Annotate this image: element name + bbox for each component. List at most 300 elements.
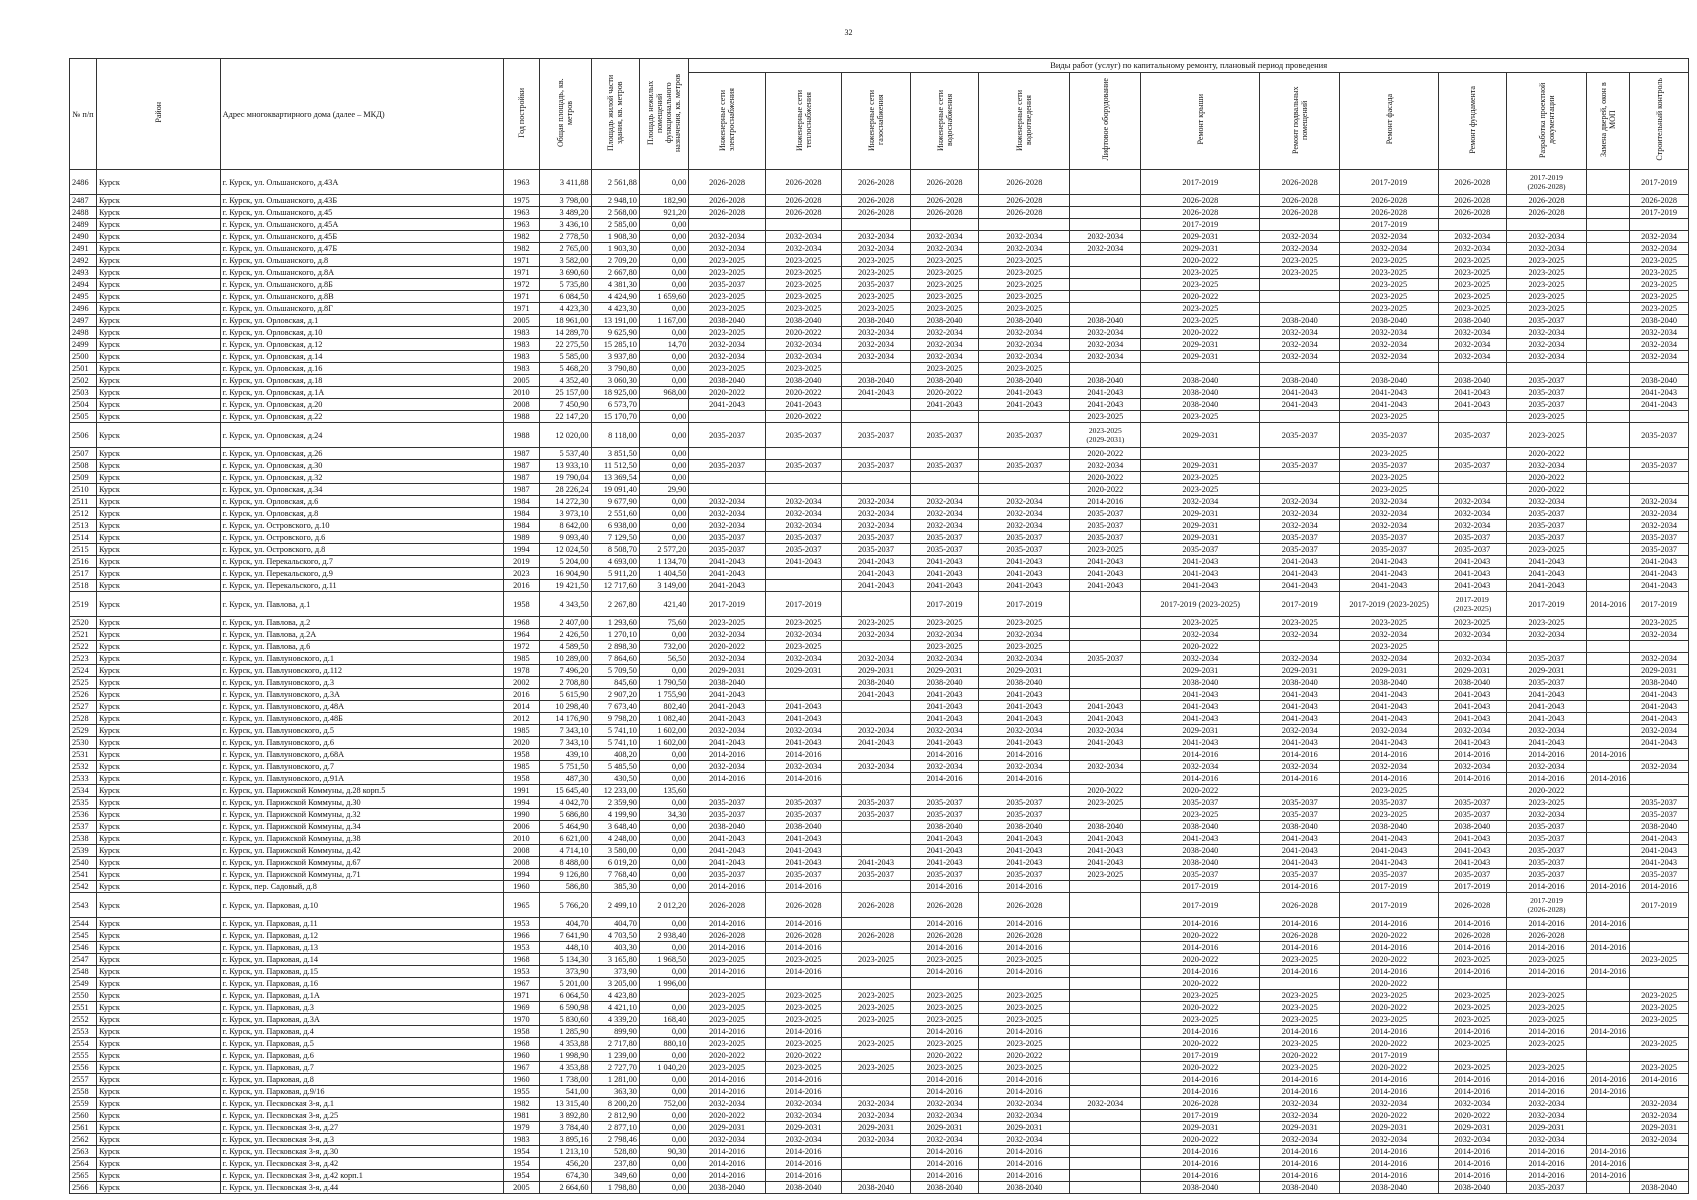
table-cell: 2035-2037 [1141, 869, 1260, 881]
table-cell: 1963 [503, 207, 539, 219]
table-cell: 2032-2034 [1630, 1110, 1689, 1122]
table-row [70, 508, 1689, 520]
table-cell: 2023-2025 [910, 303, 979, 315]
table-cell: Курск [96, 677, 220, 689]
table-cell: 2041-2043 [1630, 701, 1689, 713]
table-cell: 0,00 [639, 411, 688, 423]
table-cell: 5 485,50 [591, 761, 639, 773]
table-cell: 2014-2016 [1506, 918, 1587, 930]
table-cell: 1967 [503, 978, 539, 990]
table-cell: 2035-2037 [910, 809, 979, 821]
table-cell [1587, 893, 1630, 918]
table-cell [1260, 303, 1340, 315]
table-cell: г. Курск, ул. Орловская, д.6 [220, 496, 503, 508]
table-cell: 2023-2025 [910, 954, 979, 966]
table-cell: 2032-2034 [979, 327, 1070, 339]
table-cell: 2035-2037 [1506, 857, 1587, 869]
table-cell: 2038-2040 [689, 821, 765, 833]
table-cell: 3 784,40 [539, 1122, 591, 1134]
table-cell: 2032-2034 [1340, 339, 1439, 351]
table-cell: 2041-2043 [765, 556, 841, 568]
table-cell: 2035-2037 [1260, 544, 1340, 556]
table-cell [1587, 1050, 1630, 1062]
table-cell: 2032-2034 [910, 496, 979, 508]
table-cell: 2041-2043 [1340, 568, 1439, 580]
table-cell: 4 424,90 [591, 291, 639, 303]
table-cell [1587, 472, 1630, 484]
table-cell: 2 551,60 [591, 508, 639, 520]
table-cell: г. Курск, ул. Ольшанского, д.43Б [220, 195, 503, 207]
table-cell: 2035-2037 [979, 460, 1070, 472]
table-cell: 2023-2025 [765, 954, 841, 966]
table-cell: 2035-2037 [689, 532, 765, 544]
table-cell [1630, 966, 1689, 978]
table-cell: 2032-2034 [979, 496, 1070, 508]
table-cell: 2023-2025 [1340, 809, 1439, 821]
table-cell: Курск [96, 532, 220, 544]
table-cell: 2014-2016 [1340, 1074, 1439, 1086]
table-cell: 1971 [503, 303, 539, 315]
table-cell [979, 219, 1070, 231]
table-cell: 5 585,00 [539, 351, 591, 363]
table-cell: 10 289,00 [539, 653, 591, 665]
table-cell: 2038-2040 [910, 375, 979, 387]
table-cell: 2023-2025 [979, 1062, 1070, 1074]
table-cell: 2029-2031 [1630, 1122, 1689, 1134]
table-cell: 2005 [503, 1182, 539, 1194]
table-cell [1141, 363, 1260, 375]
col-work-header-2: Инженерные сети теплоснабжения [765, 73, 841, 170]
table-cell: 2014-2016 [1439, 918, 1506, 930]
table-cell: 2038-2040 [910, 315, 979, 327]
table-cell: 2026-2028 [1340, 195, 1439, 207]
table-cell: 14 176,90 [539, 713, 591, 725]
table-cell: 408,20 [591, 749, 639, 761]
table-cell [1070, 749, 1141, 761]
table-cell: Курск [96, 170, 220, 195]
table-cell: 0,00 [639, 351, 688, 363]
table-cell: 2026-2028 [1260, 930, 1340, 942]
table-cell: 2014-2016 [910, 1086, 979, 1098]
table-cell: 2017-2019 [1141, 219, 1260, 231]
table-cell: 56,50 [639, 653, 688, 665]
table-cell: 4 199,90 [591, 809, 639, 821]
table-cell [1260, 411, 1340, 423]
table-cell [1070, 1134, 1141, 1146]
table-cell: 2035-2037 [765, 423, 841, 448]
table-cell [689, 411, 765, 423]
table-cell [1587, 1110, 1630, 1122]
table-cell: Курск [96, 1098, 220, 1110]
table-cell: 1963 [503, 170, 539, 195]
table-cell: 2032-2034 [1070, 761, 1141, 773]
table-cell: 2546 [70, 942, 97, 954]
table-cell: 1972 [503, 279, 539, 291]
table-cell [1070, 629, 1141, 641]
table-cell: г. Курск, ул. Парковая, д.12 [220, 930, 503, 942]
table-cell: 2026-2028 [689, 893, 765, 918]
col-work-header-9: Ремонт фасада [1340, 73, 1439, 170]
table-cell: 2035-2037 [1506, 399, 1587, 411]
table-cell: 2029-2031 [1141, 339, 1260, 351]
table-cell: г. Курск, ул. Павлуновского, д.91А [220, 773, 503, 785]
table-cell: 2014-2016 [1340, 1086, 1439, 1098]
table-cell [1260, 641, 1340, 653]
table-cell: 2023-2025 [1506, 1014, 1587, 1026]
table-row [70, 677, 1689, 689]
table-cell: г. Курск, ул. Парковая, д.14 [220, 954, 503, 966]
table-cell: Курск [96, 869, 220, 881]
table-cell: 2035-2037 [1439, 809, 1506, 821]
table-cell: 2032-2034 [842, 508, 911, 520]
table-cell: 2023-2025 [1506, 617, 1587, 629]
table-cell: г. Курск, ул. Павлуновского, д.6 [220, 737, 503, 749]
table-cell: 2032-2034 [910, 231, 979, 243]
table-cell: 2 426,50 [539, 629, 591, 641]
col-work-header-1: Инженерные сети электроснабжения [689, 73, 765, 170]
table-cell: Курск [96, 761, 220, 773]
table-cell: Курск [96, 568, 220, 580]
table-cell: 2041-2043 [1141, 737, 1260, 749]
table-cell: 2023-2025 [1439, 303, 1506, 315]
table-cell: 2038-2040 [1141, 677, 1260, 689]
table-row [70, 375, 1689, 387]
table-cell: Курск [96, 1134, 220, 1146]
table-cell: 2032-2034 [842, 1134, 911, 1146]
table-cell: 2559 [70, 1098, 97, 1110]
table-cell: г. Курск, ул. Перекальского, д.7 [220, 556, 503, 568]
table-cell: 2020-2022 [689, 1050, 765, 1062]
table-cell: Курск [96, 399, 220, 411]
table-cell: Курск [96, 243, 220, 255]
table-cell: 7 343,10 [539, 725, 591, 737]
col-work-header-11: Разработка проектной документации [1506, 73, 1587, 170]
table-cell [1260, 785, 1340, 797]
table-cell: 2008 [503, 845, 539, 857]
table-cell: 2014-2016 [1260, 773, 1340, 785]
table-cell: 2032-2034 [765, 761, 841, 773]
table-cell: 2032-2034 [765, 243, 841, 255]
table-cell: 5 751,50 [539, 761, 591, 773]
table-cell [1587, 375, 1630, 387]
table-cell [1587, 170, 1630, 195]
table-cell: Курск [96, 1014, 220, 1026]
table-cell: 2026-2028 [979, 170, 1070, 195]
table-row [70, 857, 1689, 869]
table-cell: 2029-2031 [1141, 725, 1260, 737]
table-cell: 2029-2031 [1506, 1122, 1587, 1134]
table-cell: 3 798,00 [539, 195, 591, 207]
table-cell: 2014-2016 [1587, 1158, 1630, 1170]
table-cell: 2035-2037 [689, 460, 765, 472]
table-cell: 2023-2025 [1260, 1062, 1340, 1074]
table-cell: 2032-2034 [1506, 460, 1587, 472]
table-cell: 2032-2034 [1260, 629, 1340, 641]
table-row [70, 761, 1689, 773]
table-cell: 2032-2034 [910, 761, 979, 773]
table-cell [1630, 219, 1689, 231]
table-cell: 0,00 [639, 1074, 688, 1086]
table-cell: Курск [96, 665, 220, 677]
table-cell: 2041-2043 [1340, 737, 1439, 749]
table-cell: 2014-2016 [910, 1026, 979, 1038]
table-cell: 2545 [70, 930, 97, 942]
table-cell: 2023-2025 [1340, 303, 1439, 315]
table-cell: 2032-2034 [765, 496, 841, 508]
table-cell: 4 589,50 [539, 641, 591, 653]
table-cell: 2532 [70, 761, 97, 773]
table-cell [1587, 207, 1630, 219]
table-cell: 2014-2016 [1260, 966, 1340, 978]
table-cell: 2035-2037 [979, 532, 1070, 544]
table-cell: 2041-2043 [1439, 845, 1506, 857]
table-cell: 2032-2034 [842, 520, 911, 532]
table-cell: 2014-2016 [1587, 592, 1630, 617]
table-cell: Курск [96, 484, 220, 496]
table-cell: Курск [96, 411, 220, 423]
table-cell: 2020-2022 [1340, 1110, 1439, 1122]
table-cell [1630, 773, 1689, 785]
table-cell: 2014-2016 [1141, 1086, 1260, 1098]
table-cell: 0,00 [639, 1122, 688, 1134]
table-cell: 12 020,00 [539, 423, 591, 448]
table-cell: 2553 [70, 1026, 97, 1038]
table-cell: 7 864,60 [591, 653, 639, 665]
table-cell: Курск [96, 1170, 220, 1182]
table-cell: 2017-2019 (2026-2028) [1506, 893, 1587, 918]
table-cell: 2023-2025 [1630, 1038, 1689, 1050]
table-cell: 0,00 [639, 1110, 688, 1122]
table-cell: г. Курск, ул. Орловская, д.14 [220, 351, 503, 363]
table-cell: 2032-2034 [765, 629, 841, 641]
table-cell: 14 289,70 [539, 327, 591, 339]
table-cell: 2566 [70, 1182, 97, 1194]
table-cell [842, 833, 911, 845]
table-cell: 2029-2031 [1260, 665, 1340, 677]
table-cell: 2509 [70, 472, 97, 484]
table-cell: 2014-2016 [910, 918, 979, 930]
table-cell: 2035-2037 [1506, 508, 1587, 520]
table-cell [1630, 1158, 1689, 1170]
table-cell: 2041-2043 [1260, 701, 1340, 713]
table-cell [1587, 857, 1630, 869]
table-cell: г. Курск, ул. Перекальского, д.9 [220, 568, 503, 580]
table-cell [1630, 942, 1689, 954]
table-row [70, 966, 1689, 978]
table-cell: 1971 [503, 990, 539, 1002]
table-cell: 2014-2016 [910, 1158, 979, 1170]
table-cell: 2023-2025 [765, 363, 841, 375]
table-cell: 0,00 [639, 797, 688, 809]
table-cell: 2032-2034 [1630, 761, 1689, 773]
table-cell: 2023-2025 [1340, 448, 1439, 460]
table-cell: 2038-2040 [1070, 375, 1141, 387]
table-row [70, 893, 1689, 918]
table-cell: 2020-2022 [1506, 484, 1587, 496]
table-cell: 2035-2037 [842, 532, 911, 544]
table-cell: 2038-2040 [1340, 1182, 1439, 1194]
table-cell: Курск [96, 448, 220, 460]
table-cell: 2035-2037 [1439, 423, 1506, 448]
table-cell: 0,00 [639, 942, 688, 954]
table-cell: 8 488,00 [539, 857, 591, 869]
table-cell: 2023-2025 [1506, 1002, 1587, 1014]
table-cell: 2029-2031 [689, 665, 765, 677]
table-cell: 2 499,10 [591, 893, 639, 918]
table-cell: 7 129,50 [591, 532, 639, 544]
table-cell [1070, 918, 1141, 930]
table-cell [1587, 327, 1630, 339]
table-cell: 2023-2025 [1070, 869, 1141, 881]
table-cell [1070, 978, 1141, 990]
table-cell: 2014-2016 [1587, 749, 1630, 761]
table-cell: 3 648,40 [591, 821, 639, 833]
table-cell: 2014-2016 [979, 1170, 1070, 1182]
table-cell: г. Курск, ул. Парковая, д.10 [220, 893, 503, 918]
table-cell: 2023-2025 [765, 990, 841, 1002]
table-cell [1587, 544, 1630, 556]
table-row [70, 1014, 1689, 1026]
table-cell: 2032-2034 [979, 231, 1070, 243]
table-cell: Курск [96, 942, 220, 954]
table-cell: 2023-2025 [1506, 291, 1587, 303]
table-cell: 2041-2043 [1439, 580, 1506, 592]
table-cell: 2029-2031 [765, 1122, 841, 1134]
table-cell: 2026-2028 [1506, 195, 1587, 207]
table-cell [1587, 243, 1630, 255]
table-cell: 2014-2016 [765, 1170, 841, 1182]
table-cell: 2041-2043 [910, 399, 979, 411]
table-cell: 2026-2028 [979, 930, 1070, 942]
table-cell: 1968 [503, 617, 539, 629]
table-cell: 2020-2022 [1141, 930, 1260, 942]
table-cell: 2023-2025 [842, 1002, 911, 1014]
table-cell: Курск [96, 918, 220, 930]
table-cell: 2032-2034 [1141, 496, 1260, 508]
table-cell: 2 407,00 [539, 617, 591, 629]
table-cell: 2038-2040 [842, 1182, 911, 1194]
table-cell [1070, 641, 1141, 653]
table-cell: 2023-2025 [1340, 785, 1439, 797]
table-cell: 2041-2043 [1260, 689, 1340, 701]
table-cell: 2041-2043 [910, 833, 979, 845]
table-cell [765, 484, 841, 496]
table-cell: 2023-2025 [1630, 303, 1689, 315]
table-cell: 2023-2025 (2029-2031) [1070, 423, 1141, 448]
table-cell: 1983 [503, 327, 539, 339]
table-cell: 9 126,80 [539, 869, 591, 881]
table-cell: 2029-2031 [765, 665, 841, 677]
table-cell: 2527 [70, 701, 97, 713]
table-cell: 2023-2025 [979, 303, 1070, 315]
table-cell [842, 1050, 911, 1062]
table-cell [979, 472, 1070, 484]
table-cell: 2032-2034 [1630, 520, 1689, 532]
table-cell: 2558 [70, 1086, 97, 1098]
table-cell: 2032-2034 [842, 725, 911, 737]
table-cell: 2032-2034 [1070, 339, 1141, 351]
table-cell: 2023-2025 [689, 255, 765, 267]
table-cell: 2507 [70, 448, 97, 460]
table-cell [765, 580, 841, 592]
table-cell: 2032-2034 [910, 339, 979, 351]
table-cell: 2035-2037 [1340, 460, 1439, 472]
table-cell: 1984 [503, 520, 539, 532]
table-cell [842, 448, 911, 460]
table-cell [1587, 737, 1630, 749]
table-cell: 1 270,10 [591, 629, 639, 641]
table-cell: 0,00 [639, 375, 688, 387]
table-cell [1070, 1146, 1141, 1158]
table-cell [689, 785, 765, 797]
table-cell: 2023-2025 [910, 1002, 979, 1014]
table-cell: 2032-2034 [1070, 243, 1141, 255]
table-cell: Курск [96, 1002, 220, 1014]
table-cell: 2017-2019 [1630, 207, 1689, 219]
table-cell: Курск [96, 1182, 220, 1194]
table-cell: 2014-2016 [1141, 773, 1260, 785]
table-cell: 2 585,00 [591, 219, 639, 231]
table-cell: 2023-2025 [1141, 484, 1260, 496]
table-cell: Курск [96, 387, 220, 399]
table-cell: 2023-2025 [842, 1038, 911, 1050]
table-cell: 2029-2031 [1340, 1122, 1439, 1134]
table-cell: г. Курск, ул. Павлова, д.2А [220, 629, 503, 641]
table-cell [1630, 472, 1689, 484]
table-cell: 2023-2025 [979, 255, 1070, 267]
table-row [70, 954, 1689, 966]
table-cell: 2020-2022 [1340, 978, 1439, 990]
table-row [70, 448, 1689, 460]
table-cell [1070, 267, 1141, 279]
table-cell: 5 741,10 [591, 737, 639, 749]
table-row [70, 544, 1689, 556]
table-cell: 2014-2016 [1439, 1086, 1506, 1098]
table-cell: 0,00 [639, 520, 688, 532]
table-cell: 1963 [503, 219, 539, 231]
table-cell: Курск [96, 629, 220, 641]
table-cell: 2032-2034 [689, 629, 765, 641]
table-cell: 5 911,20 [591, 568, 639, 580]
table-cell: 2035-2037 [910, 423, 979, 448]
table-cell: 2023-2025 [1630, 1014, 1689, 1026]
table-cell: 2032-2034 [979, 725, 1070, 737]
table-cell [1630, 1086, 1689, 1098]
table-cell: Курск [96, 556, 220, 568]
table-cell: г. Курск, ул. Орловская, д.1 [220, 315, 503, 327]
table-cell [1070, 1002, 1141, 1014]
table-cell: 2035-2037 [1506, 833, 1587, 845]
table-cell: 2556 [70, 1062, 97, 1074]
table-cell: 2032-2034 [979, 508, 1070, 520]
table-row [70, 303, 1689, 315]
table-cell: 2035-2037 [1506, 869, 1587, 881]
table-cell: 2038-2040 [765, 315, 841, 327]
table-header-row-1 [70, 59, 1689, 73]
table-row [70, 363, 1689, 375]
table-cell: 4 339,20 [591, 1014, 639, 1026]
table-cell: Курск [96, 881, 220, 893]
col-address-header: Адрес многоквартирного дома (далее – МКД) [220, 59, 503, 170]
table-cell: 2026-2028 [1439, 170, 1506, 195]
table-cell: 2032-2034 [1439, 629, 1506, 641]
table-cell: 2023-2025 [1340, 484, 1439, 496]
table-cell: Курск [96, 363, 220, 375]
table-cell: 2038-2040 [910, 821, 979, 833]
table-cell: 2023-2025 [1506, 423, 1587, 448]
table-cell: 2041-2043 [842, 556, 911, 568]
table-cell: 2035-2037 [689, 544, 765, 556]
